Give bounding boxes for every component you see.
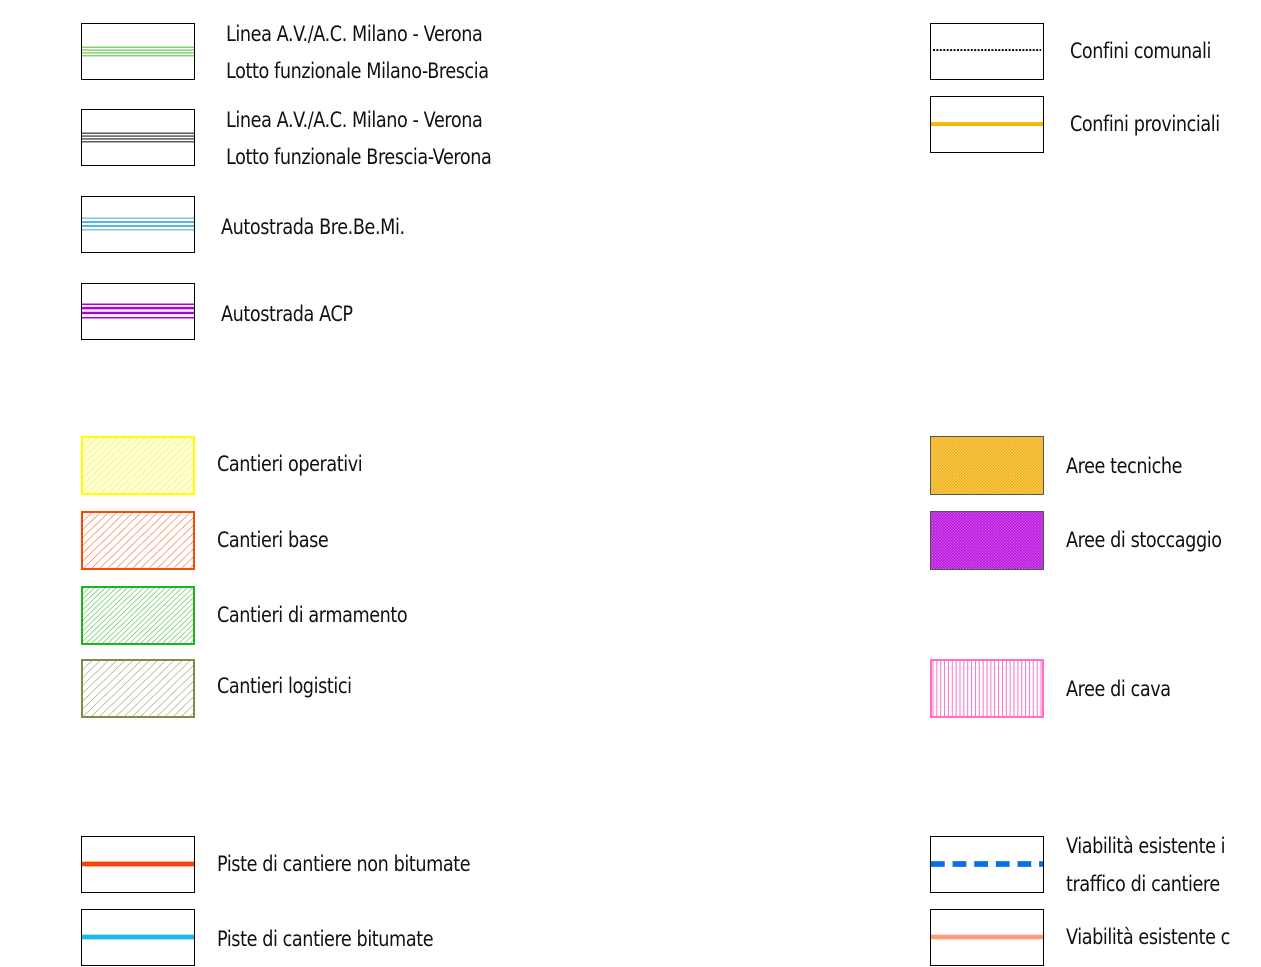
cantieri-logistici-swatch <box>81 659 195 718</box>
aree-tecniche-label: Aree tecniche <box>1066 454 1183 478</box>
autostrada-acp-label: Autostrada ACP <box>221 302 353 326</box>
aree-tecniche-swatch <box>930 436 1044 495</box>
aree-stoccaggio-label: Aree di stoccaggio <box>1066 528 1222 552</box>
confini-provinciali-swatch <box>930 96 1044 153</box>
linea-milano-brescia-label-1: Linea A.V./A.C. Milano - Verona <box>226 22 483 46</box>
autostrada-acp-swatch <box>81 283 195 340</box>
piste-non-bitumate-swatch <box>81 836 195 893</box>
viabilita-traffico-cantiere-label-1: Viabilità esistente i <box>1066 834 1226 858</box>
viabilita-traffico-cantiere-swatch <box>930 836 1044 893</box>
viabilita-esistente-label: Viabilità esistente c <box>1066 925 1230 949</box>
cantieri-base-label: Cantieri base <box>217 528 329 552</box>
autostrada-brebemi-swatch <box>81 196 195 253</box>
cantieri-base-swatch <box>81 511 195 570</box>
confini-comunali-label: Confini comunali <box>1070 39 1212 63</box>
cantieri-logistici-label: Cantieri logistici <box>217 674 352 698</box>
viabilita-traffico-cantiere-label-2: traffico di cantiere <box>1066 872 1220 896</box>
linea-brescia-verona-label-2: Lotto funzionale Brescia-Verona <box>226 145 492 169</box>
piste-bitumate-swatch <box>81 909 195 966</box>
aree-stoccaggio-swatch <box>930 511 1044 570</box>
linea-milano-brescia-label-2: Lotto funzionale Milano-Brescia <box>226 59 489 83</box>
viabilita-esistente-swatch <box>930 909 1044 966</box>
cantieri-operativi-label: Cantieri operativi <box>217 452 363 476</box>
linea-milano-brescia-swatch <box>81 23 195 80</box>
confini-comunali-swatch <box>930 23 1044 80</box>
aree-cava-swatch <box>930 659 1044 718</box>
autostrada-brebemi-label: Autostrada Bre.Be.Mi. <box>221 215 405 239</box>
confini-provinciali-label: Confini provinciali <box>1070 112 1220 136</box>
aree-cava-label: Aree di cava <box>1066 677 1171 701</box>
cantieri-operativi-swatch <box>81 436 195 495</box>
cantieri-armamento-label: Cantieri di armamento <box>217 603 408 627</box>
piste-non-bitumate-label: Piste di cantiere non bitumate <box>217 852 471 876</box>
linea-brescia-verona-swatch <box>81 109 195 166</box>
linea-brescia-verona-label-1: Linea A.V./A.C. Milano - Verona <box>226 108 483 132</box>
cantieri-armamento-swatch <box>81 586 195 645</box>
piste-bitumate-label: Piste di cantiere bitumate <box>217 927 434 951</box>
